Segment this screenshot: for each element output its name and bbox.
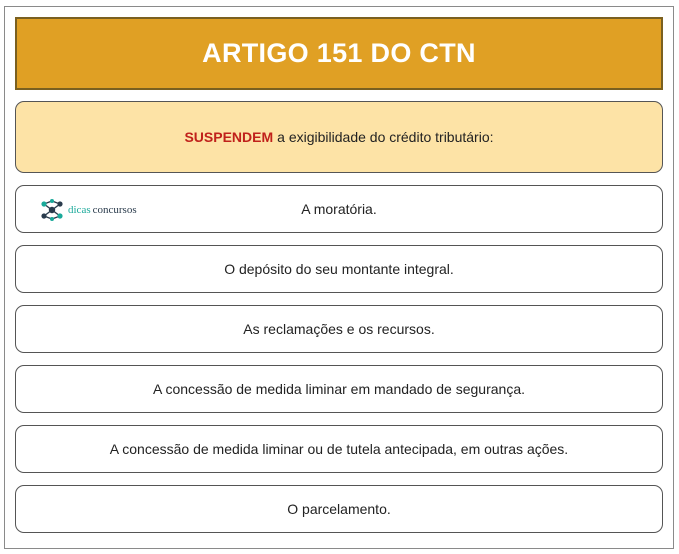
item-text: A moratória. bbox=[301, 201, 377, 217]
title-text: ARTIGO 151 DO CTN bbox=[202, 38, 476, 68]
list-item-liminar-tutela bbox=[15, 425, 663, 473]
item-text: O depósito do seu montante integral. bbox=[224, 261, 454, 277]
item-text: A concessão de medida liminar em mandado de segurança. bbox=[153, 381, 525, 397]
intro-box bbox=[15, 101, 663, 173]
list-item-liminar-mandado bbox=[15, 365, 663, 413]
item-text: As reclamações e os recursos. bbox=[243, 321, 435, 337]
logo-word-1: dicas bbox=[68, 203, 91, 216]
list-item-parcelamento bbox=[15, 485, 663, 533]
item-text: A concessão de medida liminar ou de tutela antecipada, em outras ações. bbox=[109, 441, 569, 457]
list-item-deposito bbox=[15, 245, 663, 293]
molecule-icon bbox=[39, 199, 65, 221]
intro-emphasis: SUSPENDEM bbox=[184, 129, 274, 145]
list-item-moratoria bbox=[15, 185, 663, 233]
logo-text bbox=[68, 205, 137, 216]
title-box bbox=[15, 17, 663, 90]
logo bbox=[39, 199, 137, 221]
list-item-reclamacoes bbox=[15, 305, 663, 353]
item-text: O parcelamento. bbox=[287, 501, 391, 517]
intro-text: a exigibilidade do crédito tributário: bbox=[277, 129, 494, 145]
logo-word-2: concursos bbox=[92, 203, 137, 216]
